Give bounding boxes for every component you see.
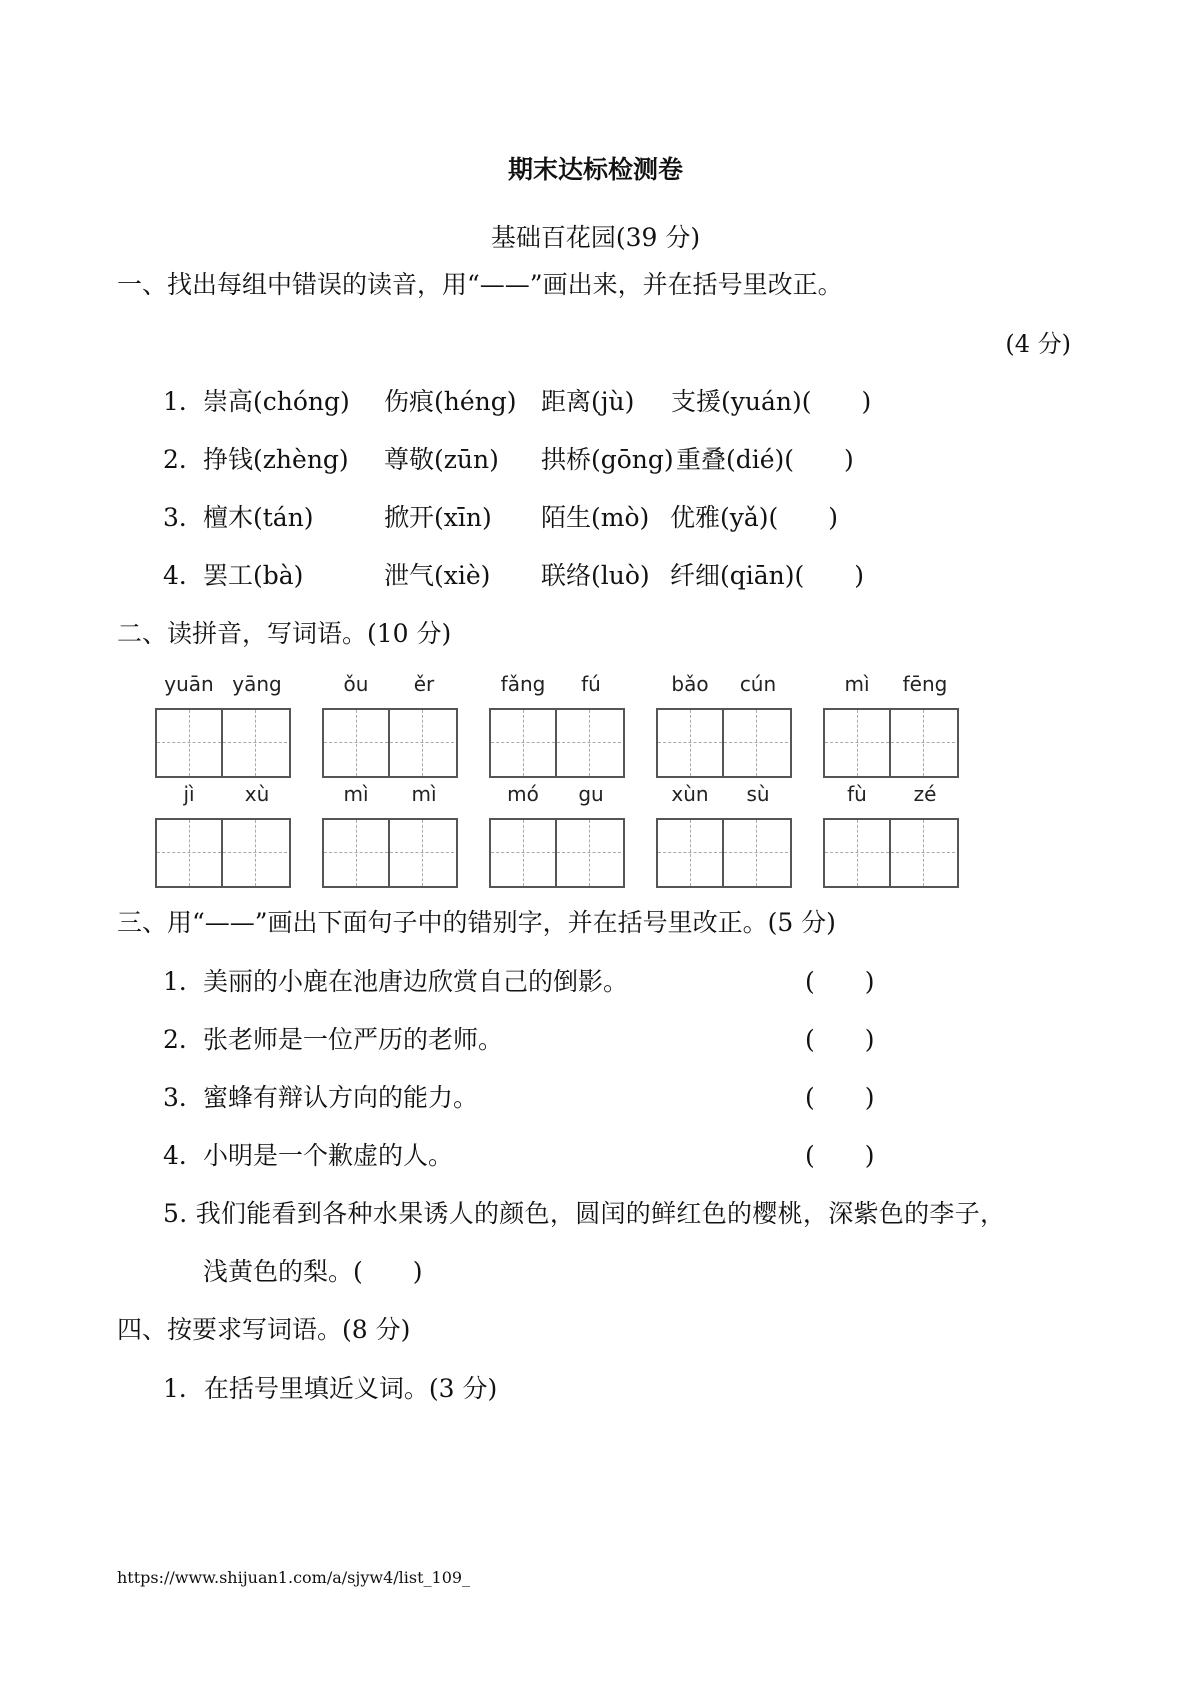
sentence-text: 小明是一个歉虚的人。 [203, 1141, 454, 1170]
pinyin-syllable: xùn [671, 782, 709, 806]
sentence-text: 美丽的小鹿在池唐边欣赏自己的倒影。 [203, 967, 629, 996]
writing-boxes[interactable] [155, 708, 291, 778]
writing-boxes[interactable] [823, 708, 959, 778]
section3-heading: 三、用“——”画出下面句子中的错别字，并在括号里改正。(5 分) [117, 908, 836, 937]
writing-boxes[interactable] [155, 818, 291, 888]
answer-blank[interactable]: ( ) [805, 967, 875, 996]
pinyin-syllable: mì [343, 782, 369, 806]
pinyin-syllable: zé [913, 782, 937, 806]
section4-sub1: 1．在括号里填近义词。(3 分) [163, 1374, 498, 1403]
word-pinyin: 崇高(chóng) [203, 387, 350, 416]
row-number: 3． [163, 503, 204, 532]
word-pinyin-answer: 优雅(yǎ)( ) [670, 503, 839, 532]
item-number: 2． [163, 1025, 204, 1054]
item-number: 4． [163, 1141, 204, 1170]
answer-blank[interactable]: ( ) [805, 1025, 875, 1054]
pinyin-syllable: mó [507, 782, 539, 806]
row-number: 4． [163, 561, 204, 590]
word-pinyin: 掀开(xīn) [384, 503, 492, 532]
answer-blank[interactable]: ( ) [805, 1141, 875, 1170]
word-pinyin: 陌生(mò) [541, 503, 650, 532]
pinyin-syllable: ǒu [343, 672, 369, 696]
page-title: 期末达标检测卷 [507, 155, 683, 184]
pinyin-syllable: fēng [902, 672, 948, 696]
word-pinyin-answer: 纤细(qiān)( ) [670, 561, 865, 590]
pinyin-syllable: yuān [164, 672, 214, 696]
writing-boxes[interactable] [823, 818, 959, 888]
item-number: 3． [163, 1083, 204, 1112]
item-number: 1． [163, 967, 204, 996]
row-number: 2． [163, 445, 204, 474]
writing-boxes[interactable] [656, 708, 792, 778]
section1-heading: 一、找出每组中错误的读音，用“——”画出来，并在括号里改正。 [117, 270, 843, 299]
sentence-text: 张老师是一位严历的老师。 [203, 1025, 504, 1054]
pinyin-syllable: ěr [413, 672, 435, 696]
pinyin-syllable: mì [411, 782, 437, 806]
pinyin-syllable: cún [739, 672, 777, 696]
section3-item5-line2: 浅黄色的梨。( ) [203, 1257, 423, 1286]
section-group-title: 基础百花园(39 分) [490, 223, 701, 252]
sentence-text: 蜜蜂有辩认方向的能力。 [203, 1083, 479, 1112]
word-pinyin-answer: 重叠(dié)( ) [676, 445, 854, 474]
pinyin-syllable: fù [847, 782, 867, 806]
word-pinyin: 泄气(xiè) [384, 561, 491, 590]
word-pinyin: 尊敬(zūn) [384, 445, 499, 474]
pinyin-syllable: mì [844, 672, 870, 696]
word-pinyin: 挣钱(zhèng) [203, 445, 349, 474]
pinyin-syllable: jì [183, 782, 195, 806]
word-pinyin-answer: 支援(yuán)( ) [671, 387, 872, 416]
writing-boxes[interactable] [489, 818, 625, 888]
pinyin-syllable: xù [244, 782, 270, 806]
writing-boxes[interactable] [322, 708, 458, 778]
word-pinyin: 伤痕(héng) [384, 387, 517, 416]
pinyin-syllable: fú [581, 672, 601, 696]
footer-url: https://www.shijuan1.com/a/sjyw4/list_109_ [117, 1568, 471, 1587]
writing-boxes[interactable] [656, 818, 792, 888]
pinyin-syllable: gu [578, 782, 604, 806]
section4-heading: 四、按要求写词语。(8 分) [117, 1315, 411, 1344]
word-pinyin: 檀木(tán) [203, 503, 314, 532]
pinyin-syllable: fǎng [500, 672, 546, 696]
row-number: 1． [163, 387, 204, 416]
pinyin-syllable: yāng [232, 672, 282, 696]
writing-boxes[interactable] [489, 708, 625, 778]
word-pinyin: 罢工(bà) [203, 561, 304, 590]
pinyin-syllable: sù [746, 782, 770, 806]
word-pinyin: 距离(jù) [541, 387, 635, 416]
pinyin-syllable: bǎo [671, 672, 709, 696]
section1-score: (4 分) [1005, 330, 1071, 358]
word-pinyin: 联络(luò) [541, 561, 650, 590]
section3-item5-line1: 5. 我们能看到各种水果诱人的颜色，圆闰的鲜红色的樱桃，深紫色的李子， [163, 1199, 1006, 1228]
section2-heading: 二、读拼音，写词语。(10 分) [117, 619, 452, 648]
answer-blank[interactable]: ( ) [805, 1083, 875, 1112]
word-pinyin: 拱桥(gōng) [541, 445, 674, 474]
writing-boxes[interactable] [322, 818, 458, 888]
